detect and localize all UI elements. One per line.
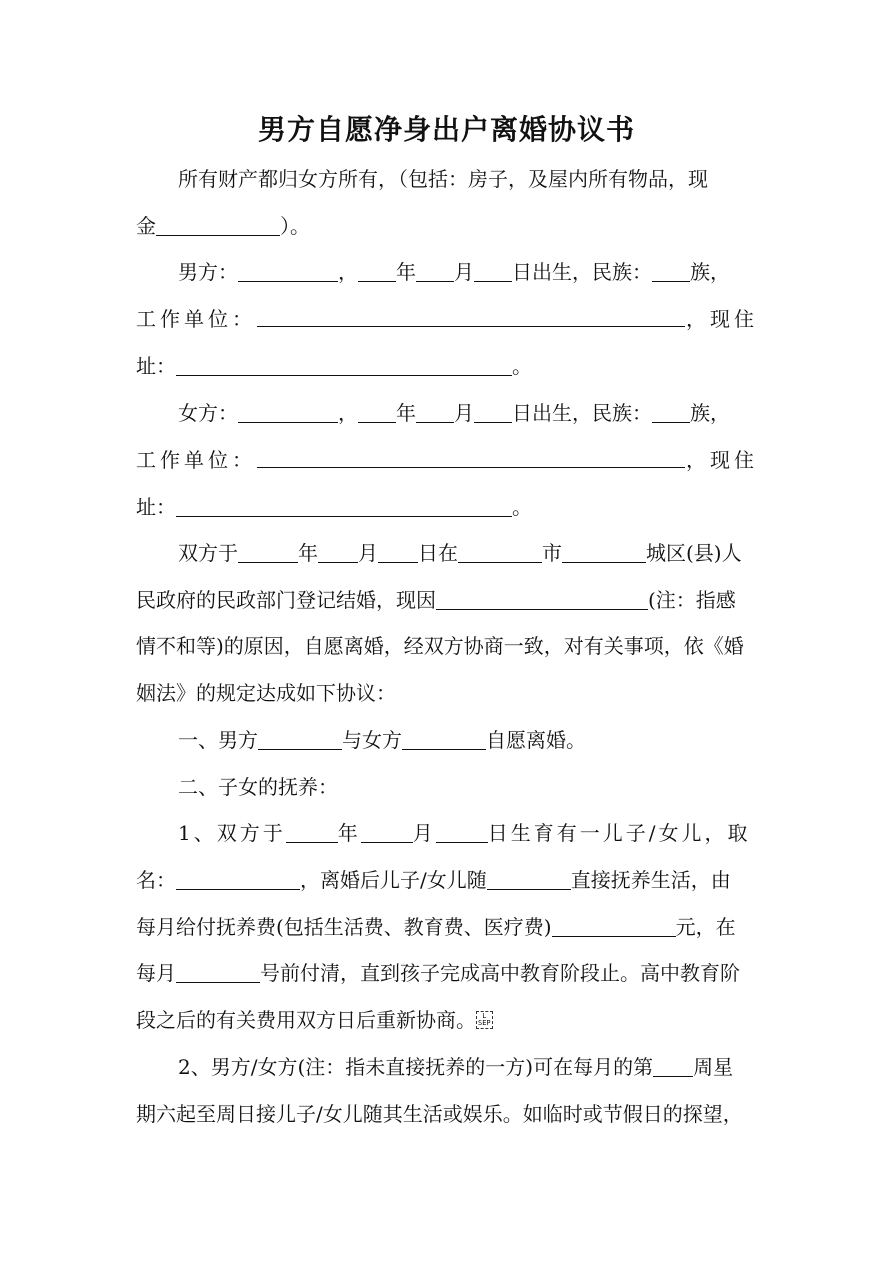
later-costs-text: 段之后的有关费用双方日后重新协商。 [136,1008,476,1032]
reason-text: 情不和等)的原因，自愿离婚，经双方协商一致，对有关事项，依《婚 [136,634,744,658]
week-blank [653,1054,693,1077]
property-line-2 [136,211,758,241]
female-label: 女方： [178,401,238,425]
male-year-blank [358,259,396,282]
month-label: 月 [454,401,474,425]
marriage-line-1 [178,538,758,568]
city-blank [458,540,542,563]
male-blank [258,727,342,750]
district-blank [562,540,646,563]
female-work-label: 工作单位： [136,448,256,472]
item-1-line-2 [136,865,758,895]
year-label: 年 [337,821,361,845]
item-1-line-1 [178,818,758,848]
clause-1-end: 自愿离婚。 [486,728,586,752]
week-label: 周星 [693,1055,734,1079]
cash-blank [156,213,280,236]
visitation-text: 2、男方/女方(注：指未直接抚养的一方)可在每月的第 [178,1055,654,1079]
marriage-line-3 [136,631,758,661]
item-2-line-1 [178,1052,758,1082]
female-year-blank [358,400,396,423]
birth-day-blank [436,820,488,843]
female-address-blank [176,494,512,517]
sep-bottom: SEP [478,1019,491,1027]
item-1-start: 1、双方于 [178,821,286,845]
note-text: (注：指感 [648,588,736,612]
document-title: 男方自愿净身出户离婚协议书 [257,113,635,146]
child-name-blank [176,867,300,890]
female-line-1 [178,398,758,428]
property-text: 所有财产都归女方所有，（包括：房子，及屋内所有物品，现 [178,167,708,191]
male-line-2 [136,304,758,334]
male-line-1 [178,257,758,287]
current-live-label: ，现住 [686,448,758,472]
year-label: 年 [396,401,416,425]
male-work-blank [257,304,685,327]
year-label: 年 [396,260,416,284]
male-label: 男方： [178,260,238,284]
clause-1 [178,725,758,755]
district-label: 城区(县)人 [646,541,742,565]
clause-1-female: 与女方 [342,728,402,752]
born-ethnic-label: 日出生，民族： [512,401,652,425]
female-line-2 [136,445,758,475]
custody-text: ，离婚后儿子/女儿随 [300,868,487,892]
cash-end: ）。 [280,214,310,238]
support-amount-blank [552,914,676,937]
child-name-label: 名： [136,868,176,892]
day-at-label: 日在 [418,541,458,565]
marriage-line-2 [136,585,758,615]
item-1-line-5 [136,1005,758,1035]
marriage-year-blank [238,540,298,563]
marriage-day-blank [378,540,418,563]
payment-day-blank [176,960,260,983]
female-blank [402,727,486,750]
clause-1-male: 一、男方 [178,728,258,752]
month-label: 月 [412,821,436,845]
comma: ， [338,401,358,425]
sep-symbol [476,1011,493,1029]
payment-terms-text: 号前付清，直到孩子完成高中教育阶段止。高中教育阶 [260,961,740,985]
sep-top: L [482,1012,487,1020]
agreement-intro: 姻法》的规定达成如下协议： [136,681,396,705]
male-ethnic-blank [652,259,690,282]
visitation-detail: 期六起至周日接儿子/女儿随其生活或娱乐。如临时或节假日的探望， [136,1102,743,1126]
month-label: 月 [358,541,378,565]
born-ethnic-label: 日出生，民族： [512,260,652,284]
reason-blank [436,587,648,610]
cash-label: 金 [136,214,156,238]
support-fee-text: 每月给付抚养费(包括生活费、教育费、医疗费) [136,915,552,939]
year-label: 年 [298,541,318,565]
item-2-line-2 [136,1099,758,1129]
ethnic-suffix: 族， [690,260,730,284]
comma: ， [338,260,358,284]
direct-custody-text: 直接抚养生活，由 [570,868,731,892]
period: 。 [512,354,532,378]
property-line-1 [178,164,758,194]
registration-text: 民政府的民政部门登记结婚，现因 [136,588,436,612]
period: 。 [512,495,532,519]
marriage-month-blank [318,540,358,563]
address-label: 址： [136,495,176,519]
female-work-blank [257,445,685,468]
male-address-blank [176,353,512,376]
current-live-label: ，现住 [686,307,758,331]
male-day-blank [474,259,512,282]
both-parties-on: 双方于 [178,541,238,565]
address-label: 址： [136,354,176,378]
female-ethnic-blank [652,400,690,423]
month-label: 月 [454,260,474,284]
female-line-3 [136,492,758,522]
clause-2-title: 二、子女的抚养： [178,775,338,799]
monthly-label: 每月 [136,961,176,985]
ethnic-suffix: 族， [690,401,730,425]
male-name-blank [238,259,338,282]
female-name-blank [238,400,338,423]
birth-year-blank [286,820,338,843]
item-1-line-4 [136,958,758,988]
male-work-label: 工作单位： [136,307,256,331]
marriage-line-4 [136,678,758,708]
birth-month-blank [361,820,413,843]
yuan-label: 元，在 [675,915,736,939]
custodian-blank [487,867,571,890]
male-line-3 [136,351,758,381]
female-month-blank [416,400,454,423]
female-day-blank [474,400,512,423]
item-1-line-3 [136,912,758,942]
child-born-text: 日生育有一儿子/女儿，取 [487,821,751,845]
city-label: 市 [542,541,562,565]
male-month-blank [416,259,454,282]
